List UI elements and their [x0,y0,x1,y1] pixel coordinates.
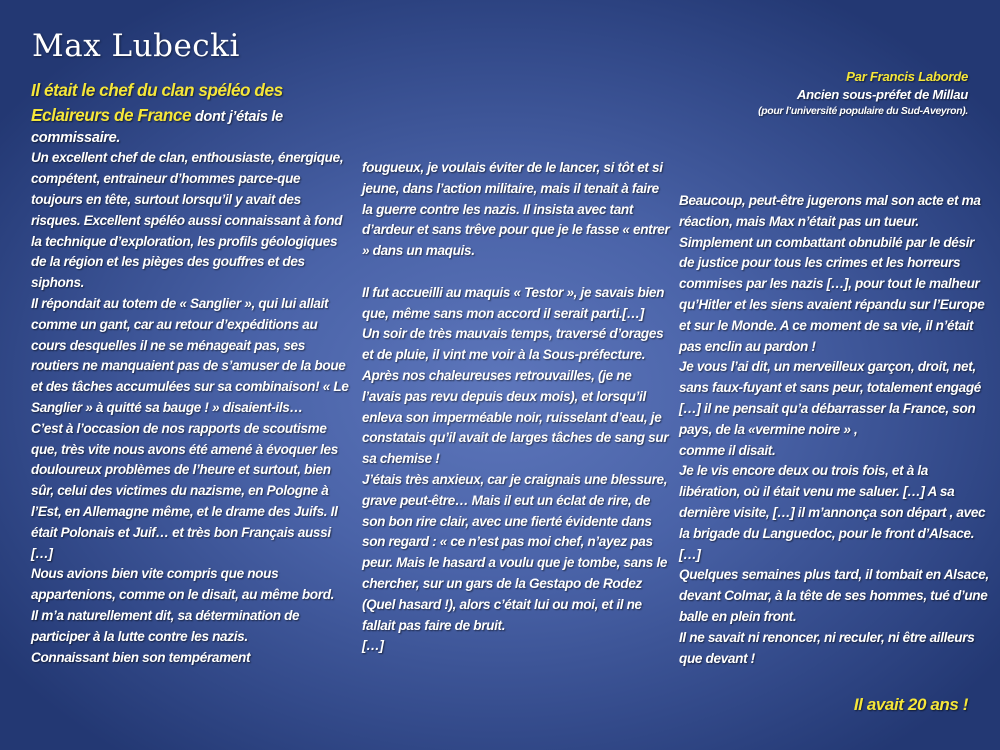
paragraph: J’étais très anxieux, car je craignais une blessure, grave peut-être… Mais il eut un éclat de rire, de son bon rire clair, avec une fierté évidente dans son regard : « ce n’est pas moi chef, n’ayez pas peur. Mais le hasard a voulu que je tombe, sans le chercher, sur un gars de la Gestapo de Rodez (Quel hasard !), alors c’était lui ou moi, et il ne fallait pas faire de bruit. [362,471,668,633]
paragraph: Il fut accueilli au maquis « Testor », je savais bien que, même sans mon accord il serait parti.[…] [362,284,665,321]
paragraph: Nous avions bien vite compris que nous appartenions, comme on le disait, au même bord. [31,566,335,603]
byline-author: Par Francis Laborde [846,69,968,84]
text-column-3 [679,191,989,669]
lead-paragraph [31,78,349,148]
paragraph: Il ne savait ni renoncer, ni reculer, ni être ailleurs que devant ! [679,629,975,666]
paragraph: C’est à l’occasion de nos rapports de scoutisme que, très vite nous avons été amené à évoquer les douloureux problèmes de l’heure et surtout, bien sûr, celui des victimes du nazisme, en Pologne à l’Est, en Allemagne même, et le drame des Juifs. Il était Polonais et Juif… et très bon Français aussi […] [31,420,338,561]
paragraph: […] [362,638,384,654]
paragraph: Beaucoup, peut-être jugerons mal son acte et ma réaction, mais Max n’était pas un tueur. Simplement un combattant obnubilé par le désir de justice pour tous les crimes et les horreurs commises par les nazis […], pour tout le malheur qu’Hitler et les siens avaient répandu sur l’Europe et sur le Monde. A ce moment de sa vie, il n’était pas enclin au pardon ! [679,193,985,354]
closing-line: Il avait 20 ans ! [853,695,968,714]
byline-role: Ancien sous-préfet de Millau [796,87,968,102]
paragraph: Il répondait au totem de « Sanglier », qui lui allait comme un gant, car au retour d’expéditions au cours desquelles il ne se ménageait pas, ses routiers ne manquaient pas de s’amuser de la boue et des tâches accumulées sur sa combinaison! « Le Sanglier » à quitté sa bauge ! » disaient-ils… [31,295,349,415]
paragraph: Quelques semaines plus tard, il tombait en Alsace, devant Colmar, à la tête de ses hommes, tué d’une balle en plein front. [679,567,989,624]
page-title: Max Lubecki [32,28,240,64]
paragraph: Un soir de très mauvais temps, traversé d’orages et de pluie, il vint me voir à la Sous-préfecture. Après nos chaleureuses retrouvailles, (je ne l’avais pas revu depuis deux mois), et lorsqu’il enleva son imperméable noir, ruisselant d’eau, je constatais qu’il avait de larges tâches de sang sur sa chemise ! [362,326,669,467]
byline [758,67,968,119]
lead-rest: dont j’étais le commissaire. [31,108,283,146]
paragraph-gap [362,262,672,283]
text-column-1 [31,78,349,668]
paragraph: Je vous l’ai dit, un merveilleux garçon, droit, net, sans faux-fuyant et sans peur, totalement engagé […] il ne pensait qu’a débarrasser la France, son pays, de la «vermine noire » , [679,359,981,437]
lead-highlight: Il était le chef du clan spéléo des Eclaireurs de France [31,80,283,125]
paragraph: Je le vis encore deux ou trois fois, et à la libération, où il était venu me saluer. […] A sa dernière visite, […] il m’annonça son départ , avec la brigade du Languedoc, pour le front d’Alsace.[…] [679,463,986,562]
paragraph: Un excellent chef de clan, enthousiaste, énergique, compétent, entraineur d’hommes parce-que toujours en tête, surtout lorsqu’il y avait des risques. Excellent spéléo aussi connaissant à fond la technique d’exploration, les profils géologiques de la région et les pièges des gouffres et des siphons. [31,150,344,291]
paragraph: fougueux, je voulais éviter de le lancer, si tôt et si jeune, dans l’action militaire, mais il tenait à faire la guerre contre les nazis. Il insista avec tant d’ardeur et sans trêve pour que je le fasse « entrer » dans un maquis. [362,160,670,259]
text-column-2 [362,158,672,657]
paragraph: Connaissant bien son tempérament [31,649,251,665]
byline-organization: (pour l’université populaire du Sud-Aveyron). [758,106,968,117]
paragraph: Il m’a naturellement dit, sa détermination de participer à la lutte contre les nazis. [31,607,300,644]
paragraph: comme il disait. [679,442,776,458]
